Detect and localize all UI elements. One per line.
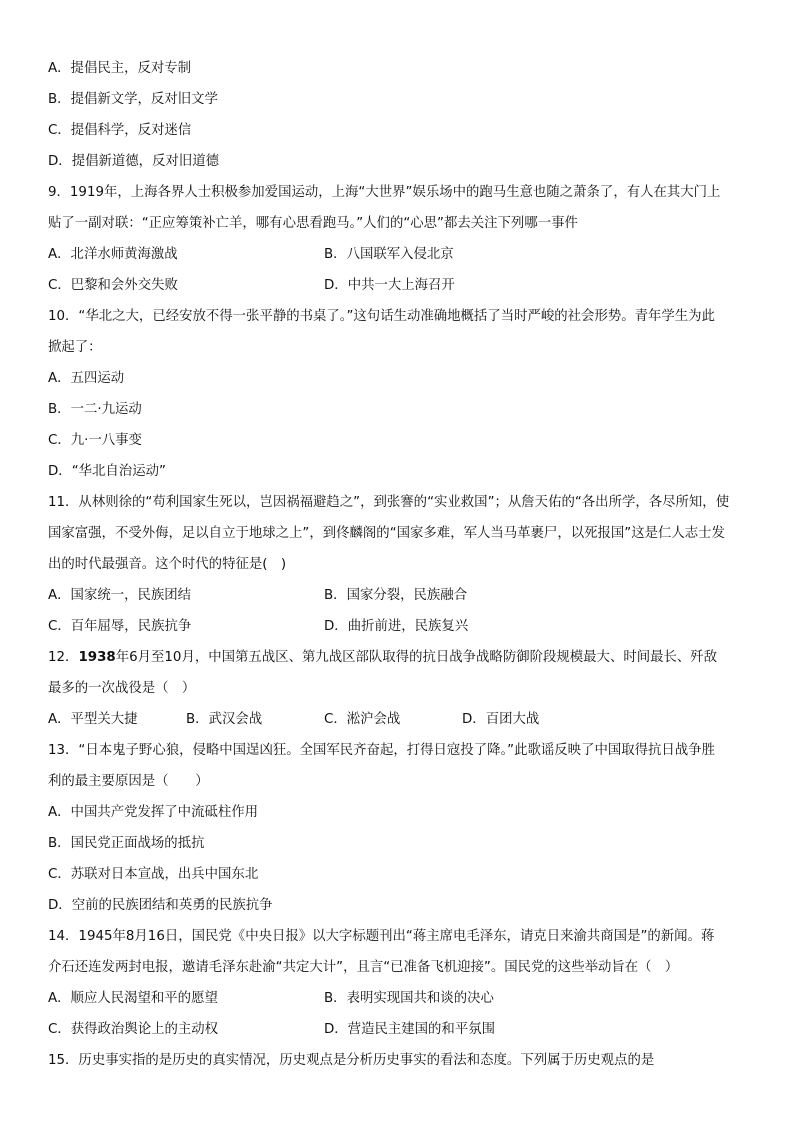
q9-options-row1 <box>48 239 746 270</box>
q9-option-d: D．中共一大上海召开 <box>324 278 455 293</box>
q10-option-a: A．五四运动 <box>48 371 125 386</box>
q12-stem-line1 <box>48 642 746 673</box>
q10-option-b: B．一二·九运动 <box>48 402 142 417</box>
q14-option-a: A．顺应人民渴望和平的愿望 <box>48 991 218 1006</box>
q12-option-d: D．百团大战 <box>462 712 540 727</box>
q13-option-c: C．苏联对日本宣战，出兵中国东北 <box>48 867 259 882</box>
q14-option-c: C．获得政治舆论上的主动权 <box>48 1022 219 1037</box>
q13-option-b: B．国民党正面战场的抵抗 <box>48 836 205 851</box>
q9-stem-line2: 贴了一副对联：“正应筹策补亡羊，哪有心思看跑马。”人们的“心思”都去关注下列哪一事件 <box>48 216 578 231</box>
q12-option-b: B．武汉会战 <box>186 712 263 727</box>
q10-stem-line2: 掀起了： <box>48 340 102 355</box>
q13-option-a: A．中国共产党发挥了中流砥柱作用 <box>48 805 259 820</box>
q11-stem-line1: 11．从林则徐的“苟利国家生死以，岂因祸福避趋之”，到张謇的“实业救国”；从詹天佑的“各出所学，各尽所知，使 <box>48 495 730 510</box>
q10-stem-line1: 10．“华北之大，已经安放不得一张平静的书桌了。”这句话生动准确地概括了当时严峻的社会形势。青年学生为此 <box>48 309 715 324</box>
q9-stem-line1: 9．1919年，上海各界人士积极参加爱国运动，上海“大世界”娱乐场中的跑马生意也随之萧条了，有人在其大门上 <box>48 185 721 200</box>
q11-options-row2 <box>48 611 746 642</box>
q14-options-row2 <box>48 1014 746 1045</box>
q12-options-row <box>48 704 746 735</box>
q12-year: 1938 <box>78 650 116 665</box>
q11-option-c: C．百年屈辱，民族抗争 <box>48 619 192 634</box>
q11-option-b: B．国家分裂，民族融合 <box>324 588 468 603</box>
q14-option-d: D．营造民主建国的和平氛围 <box>324 1022 495 1037</box>
q11-stem-line3: 出的时代最强音。这个时代的特征是( ) <box>48 557 287 572</box>
q8-option-a: A．提倡民主，反对专制 <box>48 61 192 76</box>
q13-stem-line2: 利的最主要原因是（ ） <box>48 774 209 789</box>
q14-stem-line2: 介石还连发两封电报，邀请毛泽东赴渝“共定大计”，且言“已准备飞机迎接”。国民党的这些举动旨在（ ） <box>48 960 679 975</box>
q11-stem-line2: 国家富强，不受外侮，足以自立于地球之上”，到佟麟阁的“国家多难，军人当马革裹尸，以死报国”这是仁人志士发 <box>48 526 725 541</box>
q9-option-b: B．八国联军入侵北京 <box>324 247 454 262</box>
q12-option-c: C．淞沪会战 <box>324 712 401 727</box>
q14-stem-line1: 14．1945年8月16日，国民党《中央日报》以大字标题刊出“蒋主席电毛泽东，请克日来渝共商国是”的新闻。蒋 <box>48 929 715 944</box>
q13-option-d: D．空前的民族团结和英勇的民族抗争 <box>48 898 273 913</box>
q12-option-a: A．平型关大捷 <box>48 712 138 727</box>
q9-option-a: A．北洋水师黄海激战 <box>48 247 178 262</box>
q11-options-row1 <box>48 580 746 611</box>
q11-option-a: A．国家统一，民族团结 <box>48 588 192 603</box>
q14-options-row1 <box>48 983 746 1014</box>
q12-stem-line2: 最多的一次战役是（ ） <box>48 681 196 696</box>
q9-options-row2 <box>48 270 746 301</box>
q10-option-c: C．九·一八事变 <box>48 433 142 448</box>
q9-option-c: C．巴黎和会外交失败 <box>48 278 178 293</box>
q14-option-b: B．表明实现国共和谈的决心 <box>324 991 494 1006</box>
q12-number: 12． <box>48 650 79 665</box>
q12-stem-rest: 年6月至10月，中国第五战区、第九战区部队取得的抗日战争战略防御阶段规模最大、时间最长、歼敌 <box>115 650 718 665</box>
q8-option-c: C．提倡科学，反对迷信 <box>48 123 192 138</box>
q10-option-d: D．“华北自治运动” <box>48 464 166 479</box>
q15-stem-line1: 15．历史事实指的是历史的真实情况，历史观点是分析历史事实的看法和态度。下列属于历史观点的是 <box>48 1053 655 1068</box>
q13-stem-line1: 13．“日本鬼子野心狼，侵略中国逞凶狂。全国军民齐奋起，打得日寇投了降。”此歌谣反映了中国取得抗日战争胜 <box>48 743 715 758</box>
q8-option-b: B．提倡新文学，反对旧文学 <box>48 92 218 107</box>
q8-option-d: D．提倡新道德，反对旧道德 <box>48 154 219 169</box>
q11-option-d: D．曲折前进，民族复兴 <box>324 619 469 634</box>
